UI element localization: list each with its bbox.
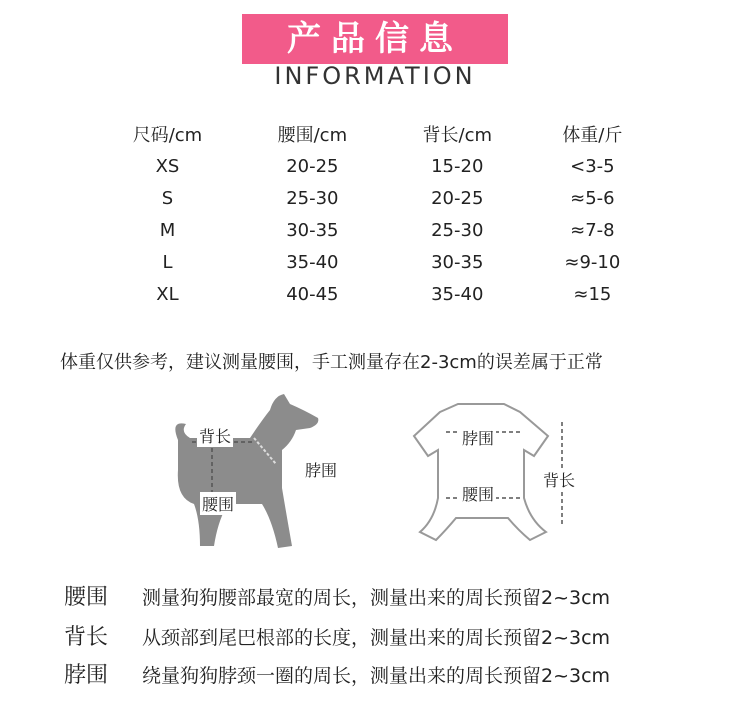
dog-back-label: 背长 bbox=[197, 424, 233, 447]
dog-neck-label: 脖围 bbox=[303, 458, 339, 481]
header-back: 背长/cm bbox=[422, 125, 493, 146]
clothes-back-label: 背长 bbox=[541, 468, 577, 491]
definition-desc: 绕量狗狗脖颈一圈的周长，测量出来的周长预留2~3cm bbox=[142, 665, 611, 687]
cell-back: 35-40 bbox=[431, 283, 484, 305]
cell-size: XS bbox=[155, 155, 180, 177]
cell-waist: 25-30 bbox=[286, 187, 339, 209]
cell-waist: 20-25 bbox=[286, 155, 339, 177]
size-table bbox=[95, 118, 655, 310]
cell-weight: ≈9-10 bbox=[564, 251, 621, 273]
definition-desc: 从颈部到尾巴根部的长度，测量出来的周长预留2~3cm bbox=[142, 627, 611, 649]
table-row bbox=[95, 182, 655, 214]
cell-weight: ≈7-8 bbox=[570, 219, 615, 241]
cell-size: S bbox=[161, 187, 174, 209]
cell-waist: 30-35 bbox=[286, 219, 339, 241]
cell-waist: 35-40 bbox=[286, 251, 339, 273]
definition-neck bbox=[64, 658, 610, 689]
table-header-row bbox=[95, 118, 655, 150]
header-size: 尺码/cm bbox=[132, 125, 203, 146]
clothes-waist-label: 腰围 bbox=[460, 482, 496, 505]
header-weight: 体重/斤 bbox=[562, 125, 623, 146]
cell-weight: <3-5 bbox=[570, 155, 615, 177]
cell-size: L bbox=[162, 251, 173, 273]
table-row bbox=[95, 278, 655, 310]
page-subtitle: INFORMATION bbox=[274, 62, 476, 90]
dog-waist-label: 腰围 bbox=[200, 492, 236, 515]
cell-weight: ≈5-6 bbox=[570, 187, 615, 209]
definition-back bbox=[64, 620, 610, 651]
cell-back: 25-30 bbox=[431, 219, 484, 241]
page-title: 产品信息 bbox=[287, 19, 463, 59]
measurement-diagrams bbox=[0, 380, 750, 560]
cell-back: 30-35 bbox=[431, 251, 484, 273]
clothes-illustration bbox=[414, 404, 548, 540]
table-row bbox=[95, 150, 655, 182]
measurement-note: 体重仅供参考，建议测量腰围，手工测量存在2-3cm的误差属于正常 bbox=[60, 352, 603, 373]
header-waist: 腰围/cm bbox=[277, 125, 348, 146]
cell-back: 15-20 bbox=[431, 155, 484, 177]
clothes-neck-label: 脖围 bbox=[460, 426, 496, 449]
definition-term: 脖围 bbox=[64, 663, 109, 688]
cell-back: 20-25 bbox=[431, 187, 484, 209]
cell-size: XL bbox=[156, 283, 179, 305]
table-row bbox=[95, 214, 655, 246]
definition-waist bbox=[64, 580, 610, 611]
definition-term: 腰围 bbox=[64, 585, 109, 610]
definition-desc: 测量狗狗腰部最宽的周长，测量出来的周长预留2~3cm bbox=[142, 587, 611, 609]
definition-term: 背长 bbox=[64, 625, 109, 650]
cell-waist: 40-45 bbox=[286, 283, 339, 305]
dog-illustration bbox=[175, 394, 318, 548]
cell-weight: ≈15 bbox=[573, 283, 612, 305]
cell-size: M bbox=[159, 219, 176, 241]
table-row bbox=[95, 246, 655, 278]
